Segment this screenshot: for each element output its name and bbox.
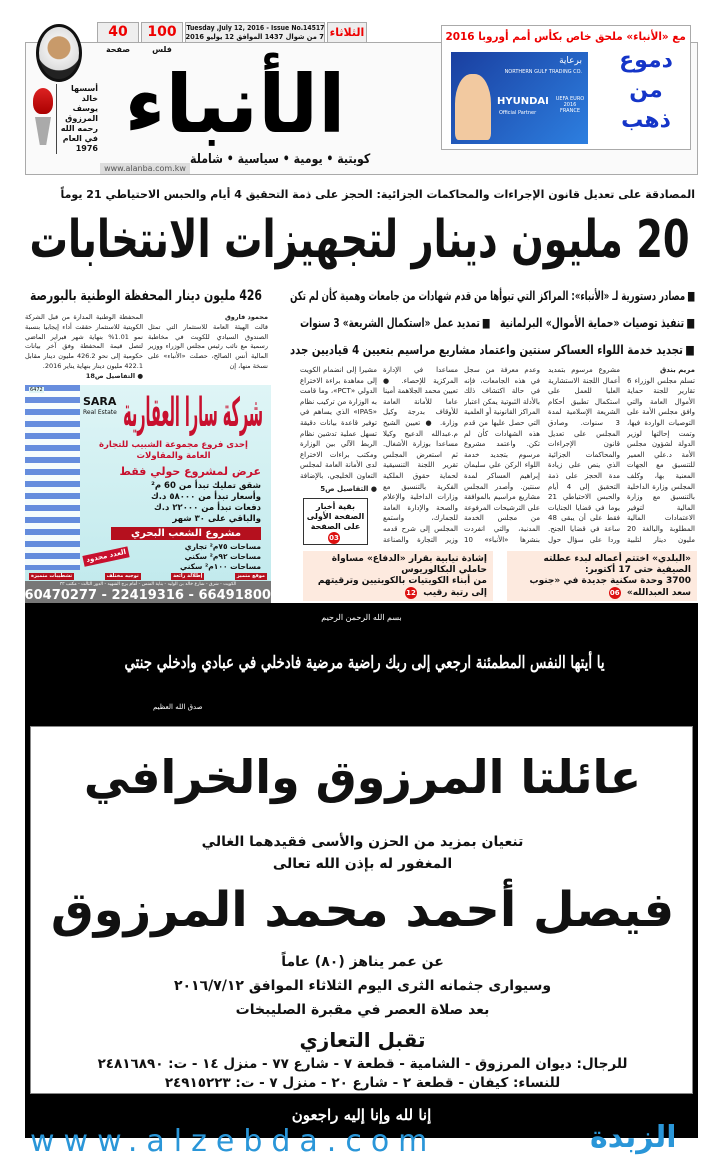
obit-line-wrap — [41, 833, 684, 851]
promo-title: مع «الأنباء» ملحق خاص بكأس أمم أوروبا 2016 — [445, 30, 687, 43]
pages-unit: صفحة — [105, 45, 131, 54]
condolences-title: تقبل التعازي — [299, 1028, 426, 1052]
ad-project2: مشروع الشعب البحري — [111, 527, 261, 540]
side-column — [25, 313, 143, 382]
ad-brand-en-sub: Real Estate — [83, 409, 117, 416]
promo-title-wrap — [446, 30, 686, 43]
lead-column — [548, 365, 620, 545]
ad-phones-wrap — [25, 588, 271, 603]
price-tab — [141, 22, 183, 54]
ad-brand-en: SARA — [83, 395, 117, 408]
newspaper-logo: الأنباء — [124, 58, 346, 151]
quran-verse: يا أيتها النفس المطمئنة ارجعي إلى ربك راضية مرضية فادخلي في عبادي وادخلي جنتي — [124, 653, 606, 673]
ad-item: شقق تمليك تبدأ من 60 م² — [151, 481, 261, 491]
ad-address: الكويت - شرق - شارع خالد بن الوليد - بناية المنس - أمام برج الشهيد - الدور الثالث - مكتب ٣٣ — [59, 582, 237, 587]
promo-side-title: دموع من ذهب — [619, 48, 673, 133]
lead-bullet-wrap — [290, 288, 695, 304]
continued-box — [303, 498, 368, 545]
lead-column — [627, 365, 695, 545]
condolences-title-wrap — [41, 1027, 684, 1053]
building-image — [25, 385, 80, 570]
teaser-box[interactable] — [507, 551, 697, 601]
teaser-line: 3700 وحدة سكنية جديدة في «جنوب سعد العبدالله» — [529, 576, 691, 598]
lead-byline: مريم بندق — [659, 366, 695, 374]
teaser-line: من أبناء الكويتيات بالكويتيين وترقيتهم إلى رتبة رقيب — [317, 576, 487, 598]
page-badge: 12 — [406, 589, 416, 597]
sponsor-company: NORTHERN GULF TRADING CO. — [504, 69, 582, 75]
ad-feature: توجيه مختلف — [106, 573, 139, 579]
price: 100 — [147, 24, 177, 40]
website-link[interactable]: www.alanba.com.kw — [100, 163, 190, 174]
slogan-wrap — [190, 152, 370, 167]
euro-promo[interactable] — [441, 25, 691, 150]
verse-end: صدق الله العظيم — [153, 703, 203, 711]
condolences-men-wrap — [41, 1055, 684, 1073]
page-badge: 03 — [329, 534, 339, 542]
ad-feature-tags — [29, 573, 267, 580]
brand-sub: Official Partner — [499, 110, 537, 116]
ad-item: دفعات تبدأ من ٢٢٠٠٠ د.ك — [153, 503, 261, 513]
families-wrap — [41, 745, 684, 809]
ad-items — [85, 481, 261, 525]
obit-line: المغفور له بإذن الله تعالى — [272, 856, 453, 872]
lead-bullet: ■ تجديد خدمة اللواء العساكر سنتين واعتماد مشاريع مراسيم بتعيين 4 قياديين جدد — [290, 342, 695, 358]
side-headline[interactable]: 426 مليون دينار المحفظة الوطنية بالبورصة — [30, 288, 262, 304]
mascot-figure — [455, 74, 491, 140]
side-byline: محمود فاروق — [224, 313, 268, 321]
ad-item: مساحات ١٠٠م² سكني — [180, 562, 261, 571]
ad-code: 6472 — [30, 387, 43, 393]
column-text: مشروع مرسوم بتمديد أعمال اللجنة الاستشارية العليا للعمل على استكمال تطبيق أحكام الشريعة الإسلامية لمدة 3 سنوات. وصادق المجلس على تعديل قانون الإجراءات والمحاكمات الجزائية الذي ينص على زيادة مدة الحجز على ذمة التحقيق إلى 4 أيام والحبس الاحتياطي 21 يوما في قضايا الجنايات فقط على أن يبقى 48 ساعة في قضايا الجنح. وردا على سؤال حول — [548, 366, 620, 544]
side-headline-wrap[interactable] — [30, 288, 262, 305]
lead-kicker-wrap — [25, 188, 695, 202]
obit-age-wrap — [41, 953, 684, 971]
obit-time: بعد صلاة العصر في مقبرة الصليبخات — [235, 1002, 490, 1018]
watermark-logo: الزبدة — [590, 1120, 677, 1155]
ad-phones: 60470277 - 22419316 - 66491800 — [25, 587, 271, 603]
lead-bullet-wrap — [300, 315, 490, 331]
ad-items2 — [141, 542, 261, 572]
watermark-url: www.alzebda.com — [30, 1124, 437, 1159]
closing-verse: إنا لله وإنا إليه راجعون — [291, 1106, 432, 1124]
lead-column — [383, 365, 458, 545]
column-text: تسلم مجلس الوزراء 6 تقارير للجنة حماية الأموال العامة والتي وافق مجلس الأمة على التوصيات الواردة فيها، وتمت إحالتها لوزير الدولة لشؤون مجلس الأمة د.علي العمير للتنسيق مع الجهات المعنية بها، وكلف المجلس وزارة الداخلية بالتنسيق مع وزارة المالية لتوفير الاعتمادات المالية المطلوبة والبالغة 20 مليون دينار لتلبية — [627, 376, 695, 544]
ad-feature: إطلالة رائعة — [173, 573, 203, 579]
obit-line: تنعيان بمزيد من الحزن والأسى فقيدهما الغالي — [201, 834, 524, 850]
ad-company: شركة سارا العقارية — [122, 390, 263, 436]
lead-bullet: ■ مصادر دستورية لـ «الأنباء»: المراكز التي تبوأها من قدم شهادات من جامعات وهمية كأن لم تكن — [290, 288, 695, 304]
side-text: قالت الهيئة العامة للاستثمار التي تمثل الصندوق السيادي للكويت في مخاطبة رسمية مع نائب رئيس مجلس الوزراء ووزير المالية أنس الصالح، حصلت «الأنباء» على نسخة منها، إن — [148, 322, 268, 370]
ad-item: وأسعار تبدأ من ٥٨٠٠٠ د.ك — [150, 492, 261, 502]
deceased-name-wrap — [41, 877, 684, 943]
page-badge: 06 — [609, 589, 620, 597]
quran-verse-wrap — [125, 643, 605, 683]
lead-column — [464, 365, 540, 545]
obit-age: عن عمر يناهز (٨٠) عاماً — [281, 954, 444, 970]
lead-bullet-wrap — [500, 315, 695, 331]
lead-headline-wrap[interactable] — [30, 208, 690, 272]
obit-line-wrap — [41, 855, 684, 873]
founder-note: أسسها خالد يوسف المرزوق رحمه الله في العام 1976 — [56, 84, 98, 154]
sponsor-label: برعاية — [559, 56, 582, 66]
sara-real-estate-ad[interactable] — [25, 385, 271, 603]
basmala: بسم الله الرحمن الرحيم — [321, 613, 402, 622]
flame-icon — [33, 88, 53, 114]
lead-bullet: ■ تنفيذ توصيات «حماية الأموال» البرلمانية — [500, 315, 695, 331]
ad-feature: موقع متميز — [236, 573, 265, 579]
ad-item: مساحات ٧٥م² تجاري — [184, 542, 261, 551]
ad-item: والباقي على ٣٠ شهر — [172, 514, 261, 524]
date-en: Tuesday ,July 12, 2016 - Issue No.14517 — [186, 24, 324, 32]
event-logo: UEFA EURO 2016 FRANCE — [555, 96, 585, 114]
lead-bullet: ■ تمديد عمل «استكمال الشريعة» 3 سنوات — [300, 315, 490, 331]
deceased-name: فيصل أحمد محمد المرزوق — [50, 882, 675, 938]
obit-funeral-wrap — [41, 977, 684, 995]
condolences-women: للنساء: كيفان - قطعة ٢ - شارع ٢٠ - منزل ٧ - ت: ٢٤٩١٥٢٢٣ — [164, 1075, 561, 1091]
date-ar: 7 من شوال 1437 الموافق 12 يوليو 2016 — [185, 33, 325, 41]
newspaper-logo-wrap — [100, 55, 370, 155]
teaser-line: إشادة نيابية بقرار «الدفاع» مساواة حاملي البكالوريوس — [331, 554, 487, 575]
condolences-women-wrap — [41, 1074, 684, 1092]
pages: 40 — [108, 24, 128, 40]
families: عائلتا المرزوق والخرافي — [83, 750, 642, 804]
teaser-line: «البلدي» اختتم أعماله لبدء عطلته الصيفية حتى 17 أكتوبر: — [543, 554, 691, 575]
condolences-men: للرجال: ديوان المرزوق - الشامية - قطعة ٧ - شارع ٧٧ - منزل ١٤ - ت: ٢٤٨١٦٨٩٠ — [97, 1056, 628, 1072]
side-text: المحفظة الوطنية المدارة من قبل الشركة الكويتية للاستثمار حققت أداء إيجابيا بنسبة نمو 1.01% بنهاية شهر فبراير الماضي لتصل قيمة المحفظة وفق آخر بيانات حكومية إلى نحو 426.2 مليون دينار مقابل 422.1 مليون دينار بنهاية يناير 2016. — [25, 313, 143, 370]
day-tab: الثلاثاء — [327, 22, 367, 42]
ad-tagline: إحدى فروع مجموعة الشبيب للتجارة العامة والمقاولات — [99, 440, 248, 461]
column-text: مساعدا في الإدارة المركزية للإحصاء. ● تعيين محمد الجلاهمة أمينا عاما للأمانة العامة للأوقاف بدرجة وكيل وزارة. ● تعيين الشيخ م.عبدالله الدعيج وكيلا مساعدا بوزارة الأشغال. ثم استعرض المجلس تقرير اللجنة التنسيقية لحماية حقوق الملكية الفكرية بالتنسيق مع وزارات الداخلية والإعلام والصحة والإدارة العامة للجمارك، واستمع المجلس إلى شرح قدمه وزير التجارة والصناعة — [383, 366, 458, 544]
lead-headline[interactable]: 20 مليون دينار لتجهيزات الانتخابات — [29, 210, 691, 270]
date-en-wrap — [186, 24, 324, 33]
promo-image — [451, 52, 588, 144]
lead-column — [300, 365, 377, 482]
teaser-box[interactable] — [303, 551, 493, 601]
founder-portrait — [36, 24, 82, 82]
ad-limited: العدد محدود — [82, 546, 130, 566]
brand: HYUNDAI — [497, 96, 549, 107]
ad-item: مساحات ٩٢م² سكني — [184, 552, 261, 561]
ad-feature: تشطيبات متميزة — [31, 573, 73, 579]
lead-kicker: المصادقة على تعديل قانون الإجراءات والمحاكمات الجزائية: الحجز على ذمة التحقيق 4 أيام والحبس الاحتياطي 21 يوماً — [60, 188, 695, 201]
obit-time-wrap — [41, 1001, 684, 1019]
date-tab — [185, 22, 325, 42]
obituary-notice — [25, 603, 698, 1138]
side-column — [148, 313, 268, 372]
ad-company-wrap — [123, 389, 263, 437]
lead-details: ● التفاصيل ص5 — [320, 485, 377, 493]
column-text: مشيرا إلى انضمام الكويت إلى معاهدة براءة الاختراع الدولي «PCT»، وما قامت به الوزارة من تركيب نظام «IPAS» الذي يساهم في توفير قاعدة بيانات دقيقة تسهل عملية تدشين نظام الربط الآلي بين الوزارة ومكتب براءات الاختراع لدى الأمانة العامة لمجلس التعاون الخليجي، بالإضافة — [300, 366, 377, 480]
date-ar-wrap — [186, 33, 324, 42]
side-details: ● التفاصيل ص18 — [85, 371, 143, 380]
price-unit: فلس — [152, 45, 172, 54]
slogan: كويتية • يومية • سياسية • شاملة — [189, 152, 370, 167]
column-text: وعدم معرفة من سجل في هذه الجامعات، فإنه في حالة اكتشاف ذلك بالأدلة الثبوتية يمكن اعتبار المراكز القانونية أو العلمية التي حصل عليها من قدم هذه الشهادات كأن لم تكن. واعتمد مشروع مرسوم بتجديد خدمة اللواء الركن علي سليمان إبراهيم العساكر لمدة سنتين. وأصدر المجلس مشاريع مراسيم بالموافقة على الترشيحات المرفوعة من مجلس الخدمة المدنية، والتي انفردت بنشرها «الأنباء» 10 — [464, 366, 540, 544]
continued-label: بقية أخبار الصفحة الأولى على الصفحة — [306, 502, 365, 531]
obituary-body — [30, 726, 693, 1094]
pages-tab — [97, 22, 139, 54]
ad-offer: عرض لمشروع حولي فقط — [119, 465, 261, 478]
lead-bullet-wrap — [290, 342, 695, 358]
obit-funeral: وسيوارى جثمانه الثرى اليوم الثلاثاء الموافق ٢٠١٦/٧/١٢ — [173, 978, 552, 994]
